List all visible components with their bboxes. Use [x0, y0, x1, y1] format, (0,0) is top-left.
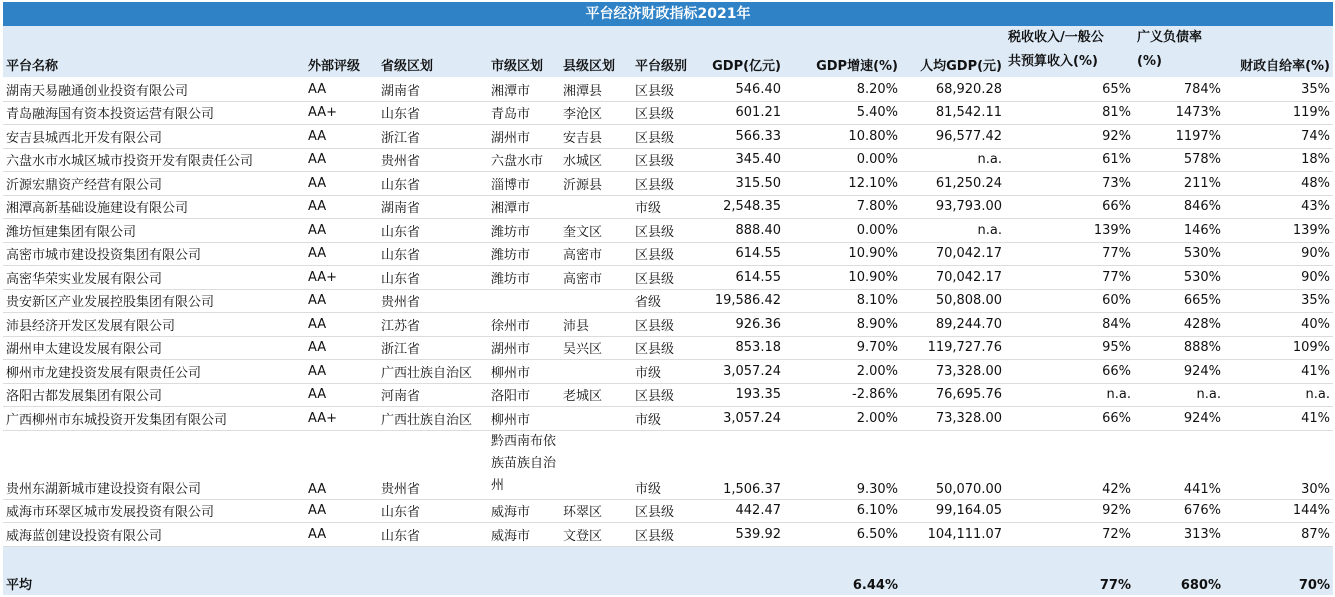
cell-gdp-growth: 8.90% — [784, 313, 901, 337]
cell-county: 高密市 — [560, 266, 632, 290]
average-tax-ratio: 77% — [1005, 546, 1134, 595]
cell-name: 贵州东湖新城市建设投资有限公司 — [3, 430, 305, 499]
header-tax-ratio — [1005, 26, 1134, 78]
cell-self-sufficiency: 90% — [1224, 242, 1333, 266]
cell-level: 市级 — [632, 360, 704, 384]
cell-debt-ratio: 211% — [1134, 172, 1224, 196]
cell-gdp-growth: 5.40% — [784, 101, 901, 125]
cell-province: 山东省 — [378, 172, 488, 196]
table-row — [3, 78, 1333, 102]
table-row — [3, 430, 1333, 499]
cell-gdp-growth: 0.00% — [784, 219, 901, 243]
cell-tax-ratio: 77% — [1005, 242, 1134, 266]
cell-tax-ratio: 95% — [1005, 336, 1134, 360]
cell-tax-ratio: 72% — [1005, 523, 1134, 547]
cell-county: 沂源县 — [560, 172, 632, 196]
cell-level: 区县级 — [632, 336, 704, 360]
cell-tax-ratio: 60% — [1005, 289, 1134, 313]
cell-city: 威海市 — [488, 523, 560, 547]
cell-gdp: 888.40 — [704, 219, 784, 243]
cell-debt-ratio: n.a. — [1134, 383, 1224, 407]
cell-gdp: 3,057.24 — [704, 407, 784, 431]
cell-tax-ratio: 73% — [1005, 172, 1134, 196]
cell-debt-ratio: 924% — [1134, 407, 1224, 431]
average-empty-cell — [560, 546, 632, 595]
header-tax-ratio-line2: 共预算收入(%) — [1008, 54, 1098, 69]
cell-name: 青岛融海国有资本投资运营有限公司 — [3, 101, 305, 125]
cell-name: 安吉县城西北开发有限公司 — [3, 125, 305, 149]
cell-gdp-growth: 10.90% — [784, 266, 901, 290]
average-empty-cell — [632, 546, 704, 595]
cell-debt-ratio: 665% — [1134, 289, 1224, 313]
cell-gdp-per-capita: 96,577.42 — [901, 125, 1005, 149]
cell-gdp: 566.33 — [704, 125, 784, 149]
average-empty-cell — [901, 546, 1005, 595]
table-title: 平台经济财政指标2021年 — [3, 2, 1333, 26]
cell-name: 威海蓝创建设投资有限公司 — [3, 523, 305, 547]
cell-gdp-per-capita: 81,542.11 — [901, 101, 1005, 125]
cell-self-sufficiency: 87% — [1224, 523, 1333, 547]
cell-tax-ratio: n.a. — [1005, 383, 1134, 407]
cell-gdp-per-capita: 73,328.00 — [901, 407, 1005, 431]
table-body — [3, 26, 1333, 595]
cell-name: 贵安新区产业发展控股集团有限公司 — [3, 289, 305, 313]
cell-tax-ratio: 139% — [1005, 219, 1134, 243]
cell-gdp: 345.40 — [704, 148, 784, 172]
cell-self-sufficiency: 41% — [1224, 407, 1333, 431]
cell-level: 区县级 — [632, 219, 704, 243]
cell-gdp-growth: 7.80% — [784, 195, 901, 219]
cell-level: 区县级 — [632, 78, 704, 102]
cell-city — [488, 289, 560, 313]
header-city: 市级区划 — [488, 26, 560, 78]
cell-gdp-growth: 9.30% — [784, 430, 901, 499]
cell-name: 沂源宏鼎资产经营有限公司 — [3, 172, 305, 196]
cell-province: 山东省 — [378, 266, 488, 290]
cell-tax-ratio: 92% — [1005, 499, 1134, 523]
average-gdp-growth: 6.44% — [784, 546, 901, 595]
table-row — [3, 289, 1333, 313]
cell-province: 贵州省 — [378, 430, 488, 499]
cell-tax-ratio: 61% — [1005, 148, 1134, 172]
cell-rating: AA — [305, 172, 378, 196]
cell-gdp-per-capita: 76,695.76 — [901, 383, 1005, 407]
cell-name: 六盘水市水城区城市投资开发有限责任公司 — [3, 148, 305, 172]
average-debt-ratio: 680% — [1134, 546, 1224, 595]
cell-gdp-growth: 9.70% — [784, 336, 901, 360]
average-self-sufficiency: 70% — [1224, 546, 1333, 595]
cell-name: 沛县经济开发区发展有限公司 — [3, 313, 305, 337]
cell-gdp-per-capita: 70,042.17 — [901, 242, 1005, 266]
cell-self-sufficiency: 119% — [1224, 101, 1333, 125]
cell-level: 区县级 — [632, 313, 704, 337]
table-row — [3, 125, 1333, 149]
average-empty-cell — [305, 546, 378, 595]
cell-city: 青岛市 — [488, 101, 560, 125]
cell-debt-ratio: 924% — [1134, 360, 1224, 384]
cell-city: 淄博市 — [488, 172, 560, 196]
cell-tax-ratio: 77% — [1005, 266, 1134, 290]
cell-gdp-growth: 0.00% — [784, 148, 901, 172]
header-county: 县级区划 — [560, 26, 632, 78]
average-empty-cell — [488, 546, 560, 595]
cell-debt-ratio: 676% — [1134, 499, 1224, 523]
header-gdp: GDP(亿元) — [704, 26, 784, 78]
cell-gdp: 1,506.37 — [704, 430, 784, 499]
cell-gdp-per-capita: 104,111.07 — [901, 523, 1005, 547]
header-self-sufficiency: 财政自给率(%) — [1224, 26, 1333, 78]
header-debt-ratio-line2: (%) — [1137, 54, 1162, 69]
cell-gdp: 853.18 — [704, 336, 784, 360]
cell-name: 高密华荣实业发展有限公司 — [3, 266, 305, 290]
cell-name: 广西柳州市东城投资开发集团有限公司 — [3, 407, 305, 431]
table-row — [3, 242, 1333, 266]
cell-level: 区县级 — [632, 101, 704, 125]
cell-name: 湖南天易融通创业投资有限公司 — [3, 78, 305, 102]
cell-city: 潍坊市 — [488, 266, 560, 290]
cell-gdp-per-capita: 119,727.76 — [901, 336, 1005, 360]
cell-gdp-growth: 2.00% — [784, 407, 901, 431]
cell-name: 高密市城市建设投资集团有限公司 — [3, 242, 305, 266]
header-row — [3, 26, 1333, 78]
cell-city: 湘潭市 — [488, 195, 560, 219]
cell-rating: AA — [305, 313, 378, 337]
cell-city: 威海市 — [488, 499, 560, 523]
cell-gdp-growth: 6.50% — [784, 523, 901, 547]
cell-debt-ratio: 578% — [1134, 148, 1224, 172]
cell-gdp: 614.55 — [704, 266, 784, 290]
cell-province: 广西壮族自治区 — [378, 360, 488, 384]
cell-city: 潍坊市 — [488, 242, 560, 266]
cell-province: 贵州省 — [378, 289, 488, 313]
cell-tax-ratio: 66% — [1005, 407, 1134, 431]
cell-level: 省级 — [632, 289, 704, 313]
cell-rating: AA — [305, 499, 378, 523]
header-name: 平台名称 — [3, 26, 305, 78]
table-row — [3, 336, 1333, 360]
header-gdp-per-capita: 人均GDP(元) — [901, 26, 1005, 78]
average-empty-cell — [378, 546, 488, 595]
cell-province: 浙江省 — [378, 125, 488, 149]
header-level: 平台级别 — [632, 26, 704, 78]
cell-level: 区县级 — [632, 383, 704, 407]
cell-gdp: 601.21 — [704, 101, 784, 125]
cell-self-sufficiency: 90% — [1224, 266, 1333, 290]
indicator-table — [3, 26, 1333, 596]
cell-name: 湘潭高新基础设施建设有限公司 — [3, 195, 305, 219]
cell-tax-ratio: 92% — [1005, 125, 1134, 149]
cell-rating: AA — [305, 219, 378, 243]
cell-debt-ratio: 846% — [1134, 195, 1224, 219]
cell-tax-ratio: 84% — [1005, 313, 1134, 337]
cell-gdp: 19,586.42 — [704, 289, 784, 313]
cell-rating: AA — [305, 242, 378, 266]
cell-province: 湖南省 — [378, 78, 488, 102]
cell-gdp: 193.35 — [704, 383, 784, 407]
cell-county: 奎文区 — [560, 219, 632, 243]
cell-tax-ratio: 65% — [1005, 78, 1134, 102]
cell-name: 洛阳古都发展集团有限公司 — [3, 383, 305, 407]
cell-province: 湖南省 — [378, 195, 488, 219]
cell-gdp-growth: 2.00% — [784, 360, 901, 384]
average-empty-cell — [704, 546, 784, 595]
cell-name: 潍坊恒建集团有限公司 — [3, 219, 305, 243]
cell-gdp: 2,548.35 — [704, 195, 784, 219]
cell-gdp-per-capita: 99,164.05 — [901, 499, 1005, 523]
cell-province: 山东省 — [378, 242, 488, 266]
cell-name: 柳州市龙建投资发展有限责任公司 — [3, 360, 305, 384]
cell-rating: AA — [305, 360, 378, 384]
cell-rating: AA — [305, 383, 378, 407]
cell-debt-ratio: 530% — [1134, 266, 1224, 290]
cell-city: 潍坊市 — [488, 219, 560, 243]
header-debt-ratio-line1: 广义负债率 — [1137, 30, 1203, 45]
cell-gdp: 315.50 — [704, 172, 784, 196]
cell-gdp-growth: 8.10% — [784, 289, 901, 313]
cell-gdp-per-capita: 68,920.28 — [901, 78, 1005, 102]
header-tax-ratio-line1: 税收收入/一般公 — [1008, 30, 1104, 45]
cell-province: 山东省 — [378, 499, 488, 523]
cell-rating: AA — [305, 336, 378, 360]
cell-self-sufficiency: 74% — [1224, 125, 1333, 149]
cell-debt-ratio: 428% — [1134, 313, 1224, 337]
cell-gdp: 539.92 — [704, 523, 784, 547]
cell-gdp: 3,057.24 — [704, 360, 784, 384]
cell-debt-ratio: 146% — [1134, 219, 1224, 243]
cell-city: 柳州市 — [488, 360, 560, 384]
cell-county — [560, 289, 632, 313]
cell-gdp-growth: 10.90% — [784, 242, 901, 266]
cell-level: 市级 — [632, 195, 704, 219]
cell-county: 安吉县 — [560, 125, 632, 149]
cell-province: 贵州省 — [378, 148, 488, 172]
cell-city: 六盘水市 — [488, 148, 560, 172]
table-row — [3, 195, 1333, 219]
cell-rating: AA — [305, 148, 378, 172]
cell-county — [560, 195, 632, 219]
table-row — [3, 407, 1333, 431]
cell-gdp-per-capita: n.a. — [901, 219, 1005, 243]
cell-county — [560, 430, 632, 499]
cell-level: 区县级 — [632, 266, 704, 290]
header-gdp-growth: GDP增速(%) — [784, 26, 901, 78]
cell-county: 湘潭县 — [560, 78, 632, 102]
cell-tax-ratio: 66% — [1005, 360, 1134, 384]
table-row — [3, 523, 1333, 547]
cell-self-sufficiency: 43% — [1224, 195, 1333, 219]
cell-gdp: 926.36 — [704, 313, 784, 337]
cell-level: 区县级 — [632, 523, 704, 547]
cell-gdp-growth: 6.10% — [784, 499, 901, 523]
cell-level: 区县级 — [632, 125, 704, 149]
header-rating: 外部评级 — [305, 26, 378, 78]
table-row — [3, 101, 1333, 125]
cell-tax-ratio: 42% — [1005, 430, 1134, 499]
cell-province: 山东省 — [378, 101, 488, 125]
cell-rating: AA — [305, 78, 378, 102]
table-row — [3, 499, 1333, 523]
cell-level: 区县级 — [632, 242, 704, 266]
cell-county: 沛县 — [560, 313, 632, 337]
cell-city: 柳州市 — [488, 407, 560, 431]
cell-rating: AA — [305, 430, 378, 499]
cell-city: 湖州市 — [488, 336, 560, 360]
table-row — [3, 313, 1333, 337]
cell-debt-ratio: 530% — [1134, 242, 1224, 266]
cell-self-sufficiency: 139% — [1224, 219, 1333, 243]
cell-self-sufficiency: 18% — [1224, 148, 1333, 172]
cell-rating: AA+ — [305, 101, 378, 125]
cell-gdp-growth: 12.10% — [784, 172, 901, 196]
cell-level: 市级 — [632, 430, 704, 499]
cell-gdp-per-capita: 93,793.00 — [901, 195, 1005, 219]
cell-tax-ratio: 81% — [1005, 101, 1134, 125]
cell-self-sufficiency: 40% — [1224, 313, 1333, 337]
cell-gdp-per-capita: n.a. — [901, 148, 1005, 172]
cell-county: 环翠区 — [560, 499, 632, 523]
cell-county: 高密市 — [560, 242, 632, 266]
cell-city: 湖州市 — [488, 125, 560, 149]
cell-self-sufficiency: 35% — [1224, 289, 1333, 313]
cell-rating: AA — [305, 195, 378, 219]
cell-county — [560, 360, 632, 384]
cell-gdp-growth: -2.86% — [784, 383, 901, 407]
cell-gdp-per-capita: 61,250.24 — [901, 172, 1005, 196]
table-row — [3, 148, 1333, 172]
cell-self-sufficiency: 109% — [1224, 336, 1333, 360]
cell-city: 洛阳市 — [488, 383, 560, 407]
cell-rating: AA — [305, 523, 378, 547]
cell-gdp-per-capita: 70,042.17 — [901, 266, 1005, 290]
cell-name: 威海市环翠区城市发展投资有限公司 — [3, 499, 305, 523]
cell-debt-ratio: 1473% — [1134, 101, 1224, 125]
average-row — [3, 546, 1333, 595]
cell-province: 山东省 — [378, 523, 488, 547]
cell-city: 徐州市 — [488, 313, 560, 337]
cell-city: 湘潭市 — [488, 78, 560, 102]
cell-county: 吴兴区 — [560, 336, 632, 360]
cell-level: 区县级 — [632, 172, 704, 196]
table-row — [3, 266, 1333, 290]
cell-gdp-growth: 10.80% — [784, 125, 901, 149]
table-row — [3, 172, 1333, 196]
cell-debt-ratio: 784% — [1134, 78, 1224, 102]
cell-name: 湖州申太建设发展有限公司 — [3, 336, 305, 360]
cell-county: 老城区 — [560, 383, 632, 407]
cell-self-sufficiency: 30% — [1224, 430, 1333, 499]
cell-county: 水城区 — [560, 148, 632, 172]
cell-debt-ratio: 1197% — [1134, 125, 1224, 149]
cell-debt-ratio: 888% — [1134, 336, 1224, 360]
cell-gdp: 614.55 — [704, 242, 784, 266]
header-province: 省级区划 — [378, 26, 488, 78]
cell-self-sufficiency: 48% — [1224, 172, 1333, 196]
cell-level: 市级 — [632, 407, 704, 431]
cell-gdp-per-capita: 73,328.00 — [901, 360, 1005, 384]
cell-debt-ratio: 441% — [1134, 430, 1224, 499]
cell-gdp-growth: 8.20% — [784, 78, 901, 102]
cell-city: 黔西南布依族苗族自治州 — [488, 430, 560, 499]
cell-self-sufficiency: 144% — [1224, 499, 1333, 523]
cell-level: 区县级 — [632, 499, 704, 523]
cell-rating: AA — [305, 289, 378, 313]
cell-gdp-per-capita: 89,244.70 — [901, 313, 1005, 337]
average-label: 平均 — [3, 546, 305, 595]
cell-gdp-per-capita: 50,808.00 — [901, 289, 1005, 313]
cell-province: 河南省 — [378, 383, 488, 407]
cell-province: 山东省 — [378, 219, 488, 243]
cell-self-sufficiency: 35% — [1224, 78, 1333, 102]
cell-self-sufficiency: 41% — [1224, 360, 1333, 384]
table-row — [3, 383, 1333, 407]
indicator-sheet — [3, 2, 1333, 596]
cell-county: 文登区 — [560, 523, 632, 547]
table-row — [3, 219, 1333, 243]
cell-county: 李沧区 — [560, 101, 632, 125]
cell-rating: AA — [305, 125, 378, 149]
cell-debt-ratio: 313% — [1134, 523, 1224, 547]
cell-tax-ratio: 66% — [1005, 195, 1134, 219]
cell-gdp: 546.40 — [704, 78, 784, 102]
header-debt-ratio — [1134, 26, 1224, 78]
cell-level: 区县级 — [632, 148, 704, 172]
cell-province: 广西壮族自治区 — [378, 407, 488, 431]
cell-rating: AA+ — [305, 407, 378, 431]
cell-province: 浙江省 — [378, 336, 488, 360]
cell-province: 江苏省 — [378, 313, 488, 337]
cell-county — [560, 407, 632, 431]
cell-gdp-per-capita: 50,070.00 — [901, 430, 1005, 499]
cell-gdp: 442.47 — [704, 499, 784, 523]
cell-self-sufficiency: n.a. — [1224, 383, 1333, 407]
table-row — [3, 360, 1333, 384]
cell-rating: AA+ — [305, 266, 378, 290]
